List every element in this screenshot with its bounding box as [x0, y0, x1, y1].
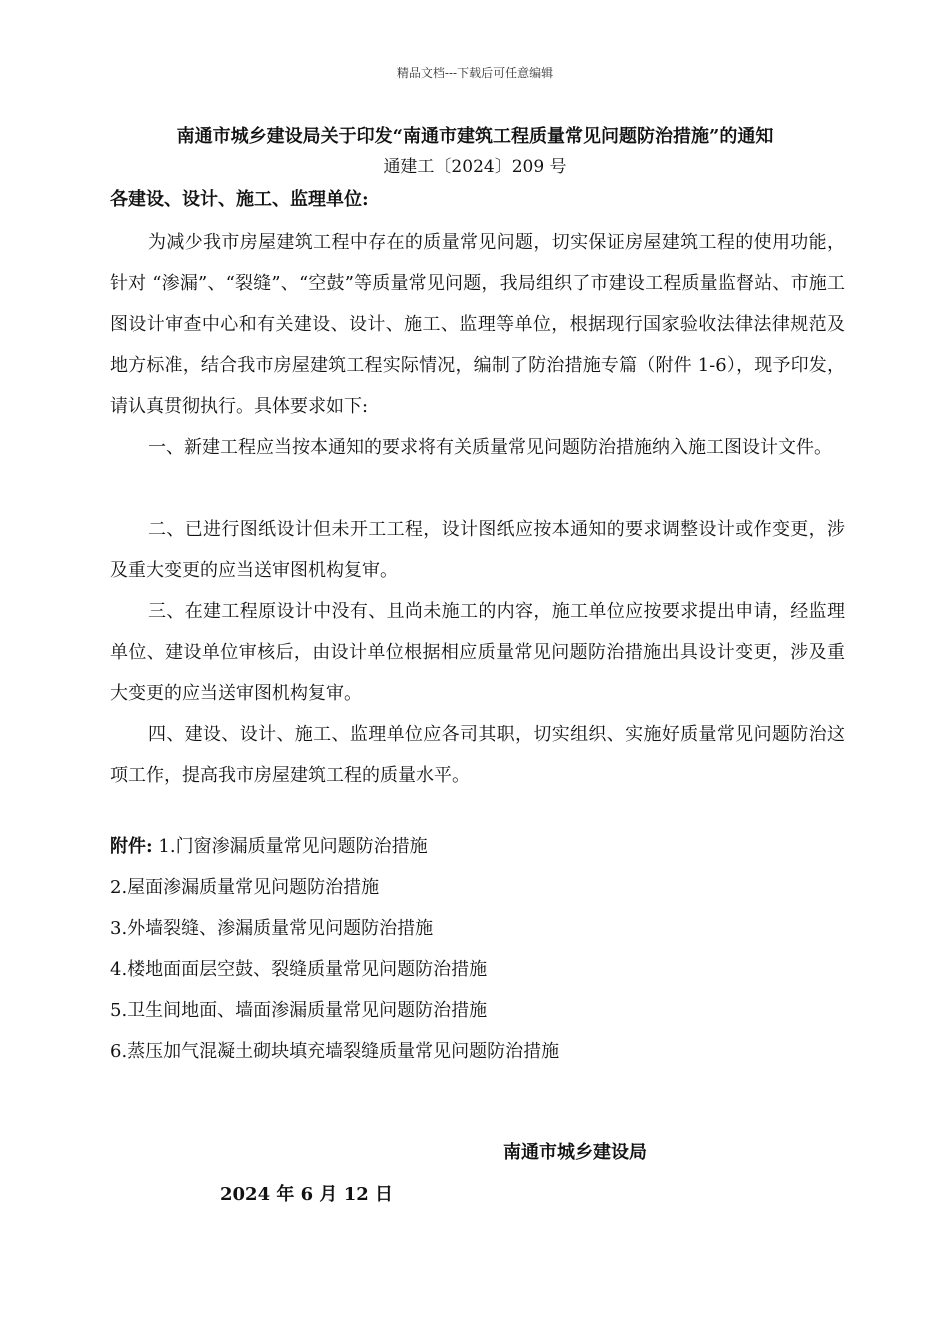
paragraph-intro: 为减少我市房屋建筑工程中存在的质量常见问题，切实保证房屋建筑工程的使用功能，针对 “渗漏”、“裂缝”、“空鼓”等质量常见问题，我局组织了市建设工程质量监督站、市施工图设计审查中心和有关建设、设计、施工、监理等单位，根据现行国家验收法律法律规范及地方标准，结合我市房屋建筑工程实际情况，编制了防治措施专篇（附件 1-6），现予印发，请认真贯彻执行。具体要求如下:	[110, 232, 845, 417]
date: 2024 年 6 月 12 日	[220, 1184, 394, 1205]
attachment-item-5: 5.卫生间地面、墙面渗漏质量常见问题防治措施	[110, 1000, 488, 1021]
header-note: 精品文档---下载后可任意编辑	[396, 66, 554, 80]
attachment-item-3: 3.外墙裂缝、渗漏质量常见问题防治措施	[110, 918, 434, 939]
paragraph-item-3: 三、在建工程原设计中没有、且尚未施工的内容，施工单位应按要求提出申请，经监理单位、建设单位审核后，由设计单位根据相应质量常见问题防治措施出具设计变更，涉及重大变更的应当送审图机构复审。	[110, 601, 845, 704]
attachment-text: 1.门窗渗漏质量常见问题防治措施	[158, 836, 428, 857]
document-number: 通建工〔2024〕209 号	[383, 157, 567, 177]
attachment-item-4: 4.楼地面面层空鼓、裂缝质量常见问题防治措施	[110, 959, 488, 980]
paragraph-item-2: 二、已进行图纸设计但未开工工程，设计图纸应按本通知的要求调整设计或作变更，涉及重大变更的应当送审图机构复审。	[110, 519, 845, 581]
salutation: 各建设、设计、施工、监理单位:	[110, 189, 369, 210]
signer: 南通市城乡建设局	[503, 1142, 647, 1163]
attachment-item-2: 2.屋面渗漏质量常见问题防治措施	[110, 877, 380, 898]
attachments-label: 附件:	[110, 836, 153, 857]
paragraph-item-4: 四、建设、设计、施工、监理单位应各司其职，切实组织、实施好质量常见问题防治这项工作，提高我市房屋建筑工程的质量水平。	[110, 724, 845, 786]
paragraph-item-1: 一、新建工程应当按本通知的要求将有关质量常见问题防治措施纳入施工图设计文件。	[148, 437, 832, 458]
attachment-item-6: 6.蒸压加气混凝土砌块填充墙裂缝质量常见问题防治措施	[110, 1041, 560, 1062]
attachment-item-1	[110, 832, 428, 858]
document-title: 南通市城乡建设局关于印发“南通市建筑工程质量常见问题防治措施”的通知	[176, 126, 774, 147]
